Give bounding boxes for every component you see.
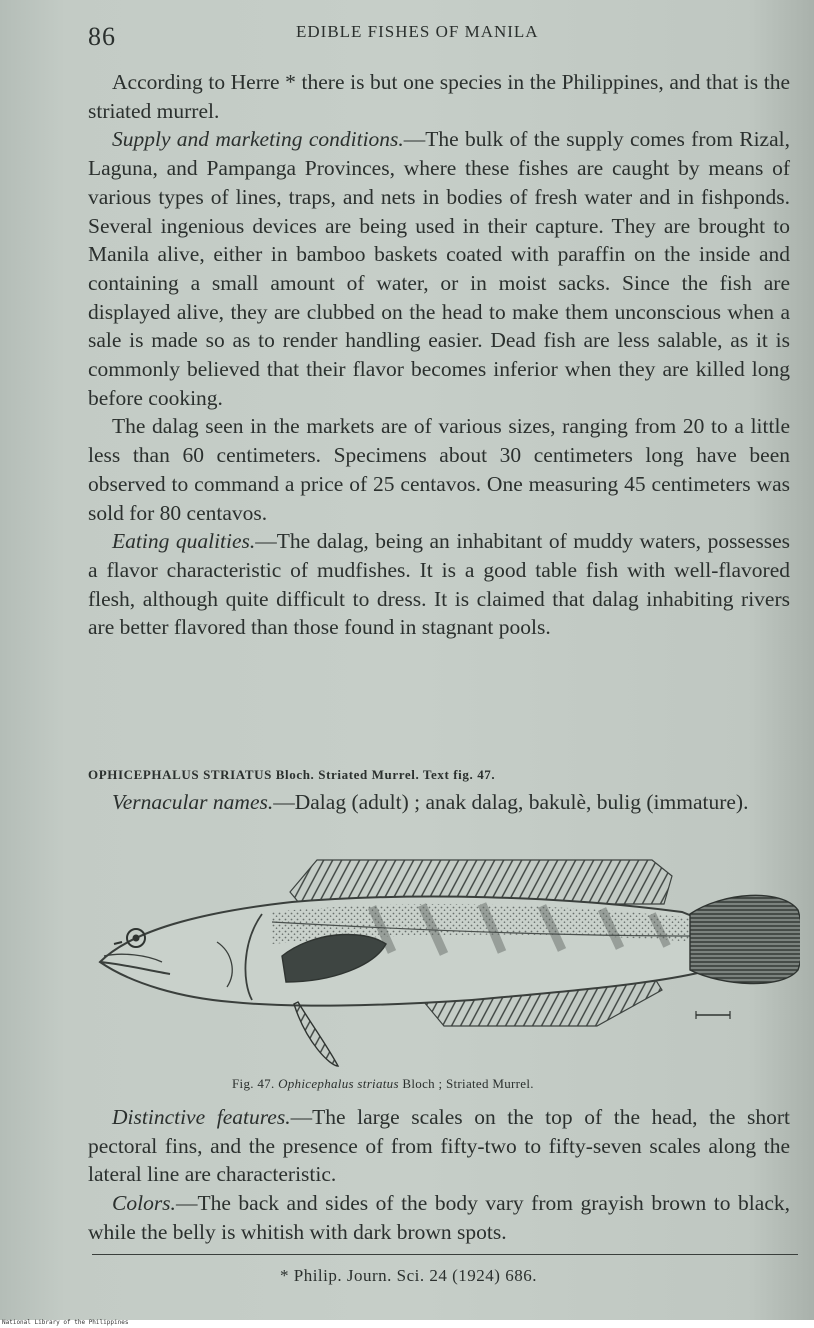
body-text-section-2 [88,788,790,817]
caption-species: Ophicephalus striatus [278,1076,399,1091]
colors-body: —The back and sides of the body vary from grayish brown to black, while the belly is whitish with dark brown spots. [88,1191,790,1244]
page-number: 86 [88,22,116,51]
paragraph-distinctive [88,1103,790,1189]
running-title: EDIBLE FISHES OF MANILA [296,22,539,41]
fish-illustration [92,852,800,1072]
eating-body: —The dalag, being an inhabitant of muddy waters, possesses a flavor characteristic of mudfishes. It is a good table fish with well-flavored flesh, although quite difficult to dress. It is claimed that dalag inhabiting rivers are better flavored than those found in stagnant pools. [88,529,790,640]
paragraph-colors [88,1189,790,1246]
species-heading: OPHICEPHALUS STRIATUS Bloch. Striated Murrel. Text fig. 47. [88,767,496,782]
vernacular-heading: Vernacular names. [112,790,274,814]
body-text-section-1 [88,68,790,642]
paragraph-sizes: The dalag seen in the markets are of various sizes, ranging from 20 to a little less than 60 centimeters. Specimens about 30 centimeters long have been observed to command a price of 25 centavos. One measuring 45 centimeters was sold for 80 centavos. [88,414,790,525]
vernacular-body: —Dalag (adult) ; anak dalag, bakulè, bulig (immature). [273,790,749,814]
paragraph-supply [88,125,790,412]
paragraph-eating [88,527,790,642]
library-credit: National Library of the Philippines [2,1319,129,1326]
footnote: * Philip. Journ. Sci. 24 (1924) 686. [280,1266,537,1285]
footnote-rule [92,1254,798,1255]
distinctive-body: —The large scales on the top of the head, the short pectoral fins, and the presence of from fifty-two to fifty-seven scales along the lateral line are characteristic. [88,1105,790,1187]
paragraph-vernacular [88,788,790,817]
caption-figure-number: Fig. 47. [232,1076,275,1091]
body-text-section-3 [88,1103,790,1247]
eating-heading: Eating qualities. [112,529,256,554]
supply-heading: Supply and marketing conditions. [112,127,404,152]
caption-common-name: Bloch ; Striated Murrel. [402,1076,534,1091]
supply-body: —The bulk of the supply comes from Rizal, Laguna, and Pampanga Provinces, where these fishes are caught by means of various types of lines, traps, and nets in bodies of fresh water and in fishponds. Several ingenious devices are being used in their capture. They are brought to Manila alive, either in bamboo baskets coated with paraffin on the inside and containing a small amount of water, or in moist sacks. Since the fish are displayed alive, they are clubbed on the head to make them unconscious when a sale is made so as to render handling easier. Dead fish are less salable, as it is commonly believed that their flavor becomes inferior when they are killed long before cooking. [88,127,790,410]
figure-caption [232,1076,534,1092]
paragraph-herre: According to Herre * there is but one species in the Philippines, and that is the striated murrel. [88,70,790,123]
distinctive-heading: Distinctive features. [112,1105,291,1129]
colors-heading: Colors. [112,1191,176,1216]
